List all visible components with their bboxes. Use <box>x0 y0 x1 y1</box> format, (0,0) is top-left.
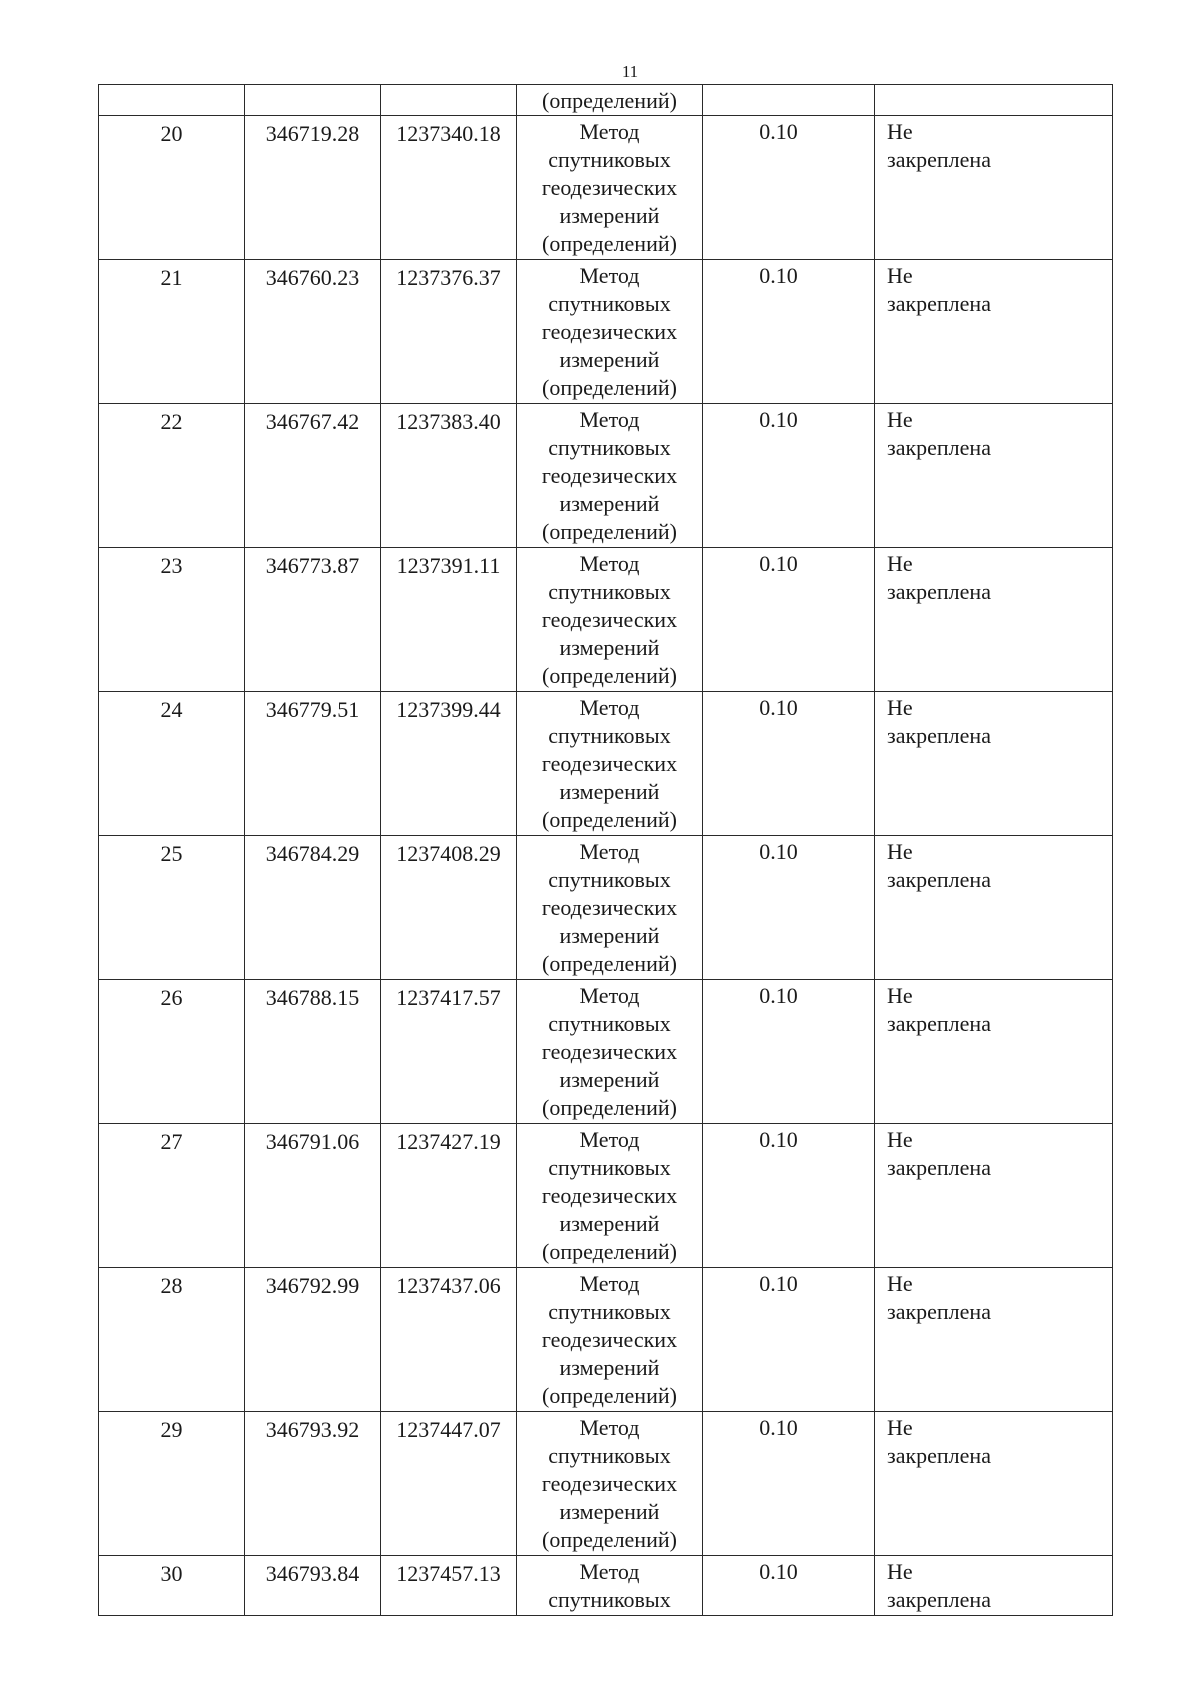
accuracy-cell: 0.10 <box>703 1124 875 1268</box>
point-number-cell: 20 <box>99 116 245 260</box>
table-row <box>99 1268 1113 1412</box>
x-coordinate-cell: 346773.87 <box>245 548 381 692</box>
accuracy-cell: 0.10 <box>703 116 875 260</box>
x-coordinate-cell: 346767.42 <box>245 404 381 548</box>
method-text-line: геодезических <box>541 751 678 776</box>
method-cell <box>517 260 703 404</box>
description-text-line: Не <box>887 263 913 288</box>
x-coordinate-cell: 346760.23 <box>245 260 381 404</box>
coordinates-table <box>98 84 1113 1616</box>
method-text-line: (определений) <box>542 88 677 113</box>
method-text-line: измерений <box>559 347 660 372</box>
table-cell <box>381 85 517 116</box>
method-text-line: (определений) <box>542 1383 677 1408</box>
description-text-line: закреплена <box>887 1587 991 1612</box>
method-text-line: спутниковых <box>548 291 671 316</box>
method-text-line: измерений <box>559 1499 660 1524</box>
method-text-line: спутниковых <box>548 867 671 892</box>
point-number-cell: 30 <box>99 1556 245 1616</box>
table-row <box>99 836 1113 980</box>
method-cell <box>517 836 703 980</box>
accuracy-cell: 0.10 <box>703 1412 875 1556</box>
y-coordinate-cell: 1237457.13 <box>381 1556 517 1616</box>
y-coordinate-cell: 1237437.06 <box>381 1268 517 1412</box>
table-row <box>99 692 1113 836</box>
description-text-line: закреплена <box>887 147 991 172</box>
accuracy-cell: 0.10 <box>703 548 875 692</box>
method-text-line: измерений <box>559 1067 660 1092</box>
method-text-line: измерений <box>559 779 660 804</box>
method-text-line: (определений) <box>542 1095 677 1120</box>
y-coordinate-cell: 1237340.18 <box>381 116 517 260</box>
description-cell <box>875 260 1113 404</box>
method-text-line: спутниковых <box>548 1443 671 1468</box>
x-coordinate-cell: 346788.15 <box>245 980 381 1124</box>
method-text-line: геодезических <box>541 895 678 920</box>
description-text-line: Не <box>887 1415 913 1440</box>
method-text-line: Метод <box>579 551 640 576</box>
method-text-line: геодезических <box>541 607 678 632</box>
method-text-line: геодезических <box>541 175 678 200</box>
method-text-line: Метод <box>579 1271 640 1296</box>
description-cell <box>875 692 1113 836</box>
description-text-line: закреплена <box>887 1155 991 1180</box>
table-row <box>99 548 1113 692</box>
accuracy-cell: 0.10 <box>703 836 875 980</box>
accuracy-cell: 0.10 <box>703 260 875 404</box>
method-text-line: Метод <box>579 1127 640 1152</box>
table-cell <box>703 85 875 116</box>
description-text-line: закреплена <box>887 291 991 316</box>
method-cell <box>517 1124 703 1268</box>
method-text-line: (определений) <box>542 231 677 256</box>
point-number-cell: 21 <box>99 260 245 404</box>
description-text-line: закреплена <box>887 579 991 604</box>
description-text-line: Не <box>887 407 913 432</box>
description-text-line: Не <box>887 983 913 1008</box>
table-cell <box>245 85 381 116</box>
description-cell <box>875 404 1113 548</box>
description-cell <box>875 1412 1113 1556</box>
method-text-line: измерений <box>559 203 660 228</box>
method-cell <box>517 692 703 836</box>
y-coordinate-cell: 1237427.19 <box>381 1124 517 1268</box>
x-coordinate-cell: 346792.99 <box>245 1268 381 1412</box>
method-text-line: (определений) <box>542 375 677 400</box>
table-row <box>99 1556 1113 1616</box>
table-row <box>99 404 1113 548</box>
page-number: 11 <box>621 62 639 81</box>
table-row <box>99 1124 1113 1268</box>
method-cell <box>517 85 703 116</box>
table-cell <box>875 85 1113 116</box>
point-number-cell: 26 <box>99 980 245 1124</box>
description-text-line: закреплена <box>887 723 991 748</box>
description-text-line: закреплена <box>887 1299 991 1324</box>
method-text-line: спутниковых <box>548 147 671 172</box>
y-coordinate-cell: 1237391.11 <box>381 548 517 692</box>
description-text-line: закреплена <box>887 435 991 460</box>
x-coordinate-cell: 346793.92 <box>245 1412 381 1556</box>
description-cell <box>875 116 1113 260</box>
table-row <box>99 980 1113 1124</box>
method-text-line: геодезических <box>541 1183 678 1208</box>
y-coordinate-cell: 1237383.40 <box>381 404 517 548</box>
description-cell <box>875 836 1113 980</box>
point-number-cell: 24 <box>99 692 245 836</box>
method-text-line: измерений <box>559 491 660 516</box>
description-cell <box>875 980 1113 1124</box>
table-row <box>99 116 1113 260</box>
description-cell <box>875 548 1113 692</box>
y-coordinate-cell: 1237399.44 <box>381 692 517 836</box>
method-cell <box>517 1556 703 1616</box>
description-text-line: Не <box>887 119 913 144</box>
description-cell <box>875 1268 1113 1412</box>
method-text-line: геодезических <box>541 319 678 344</box>
method-text-line: измерений <box>559 1211 660 1236</box>
continued-row <box>99 85 1113 116</box>
method-text-line: геодезических <box>541 463 678 488</box>
description-text-line: закреплена <box>887 867 991 892</box>
accuracy-cell: 0.10 <box>703 980 875 1124</box>
method-cell <box>517 404 703 548</box>
x-coordinate-cell: 346791.06 <box>245 1124 381 1268</box>
method-text-line: Метод <box>579 407 640 432</box>
x-coordinate-cell: 346784.29 <box>245 836 381 980</box>
description-cell <box>875 1124 1113 1268</box>
description-text-line: Не <box>887 1127 913 1152</box>
point-number-cell: 28 <box>99 1268 245 1412</box>
point-number-cell: 25 <box>99 836 245 980</box>
y-coordinate-cell: 1237447.07 <box>381 1412 517 1556</box>
method-text-line: (определений) <box>542 1239 677 1264</box>
method-text-line: измерений <box>559 635 660 660</box>
x-coordinate-cell: 346793.84 <box>245 1556 381 1616</box>
method-text-line: спутниковых <box>548 723 671 748</box>
method-text-line: Метод <box>579 695 640 720</box>
point-number-cell: 29 <box>99 1412 245 1556</box>
method-text-line: (определений) <box>542 1527 677 1552</box>
method-text-line: Метод <box>579 263 640 288</box>
accuracy-cell: 0.10 <box>703 1268 875 1412</box>
method-cell <box>517 1268 703 1412</box>
method-text-line: Метод <box>579 119 640 144</box>
method-text-line: спутниковых <box>548 1299 671 1324</box>
accuracy-cell: 0.10 <box>703 404 875 548</box>
description-text-line: Не <box>887 695 913 720</box>
y-coordinate-cell: 1237417.57 <box>381 980 517 1124</box>
method-text-line: спутниковых <box>548 1155 671 1180</box>
method-text-line: геодезических <box>541 1327 678 1352</box>
point-number-cell: 22 <box>99 404 245 548</box>
method-text-line: (определений) <box>542 519 677 544</box>
method-text-line: Метод <box>579 983 640 1008</box>
point-number-cell: 27 <box>99 1124 245 1268</box>
method-text-line: геодезических <box>541 1039 678 1064</box>
method-text-line: спутниковых <box>548 1587 671 1612</box>
method-cell <box>517 980 703 1124</box>
method-text-line: (определений) <box>542 807 677 832</box>
y-coordinate-cell: 1237376.37 <box>381 260 517 404</box>
accuracy-cell: 0.10 <box>703 692 875 836</box>
method-text-line: (определений) <box>542 663 677 688</box>
description-text-line: Не <box>887 551 913 576</box>
description-text-line: Не <box>887 1559 913 1584</box>
description-text-line: Не <box>887 839 913 864</box>
y-coordinate-cell: 1237408.29 <box>381 836 517 980</box>
point-number-cell: 23 <box>99 548 245 692</box>
method-text-line: Метод <box>579 839 640 864</box>
description-text-line: закреплена <box>887 1011 991 1036</box>
table-row <box>99 1412 1113 1556</box>
x-coordinate-cell: 346719.28 <box>245 116 381 260</box>
table-row <box>99 260 1113 404</box>
method-cell <box>517 1412 703 1556</box>
method-text-line: спутниковых <box>548 579 671 604</box>
method-cell <box>517 116 703 260</box>
description-cell <box>875 1556 1113 1616</box>
method-text-line: Метод <box>579 1559 640 1584</box>
x-coordinate-cell: 346779.51 <box>245 692 381 836</box>
method-text-line: (определений) <box>542 951 677 976</box>
method-text-line: геодезических <box>541 1471 678 1496</box>
method-text-line: спутниковых <box>548 1011 671 1036</box>
method-text-line: измерений <box>559 923 660 948</box>
accuracy-cell: 0.10 <box>703 1556 875 1616</box>
description-text-line: Не <box>887 1271 913 1296</box>
method-text-line: Метод <box>579 1415 640 1440</box>
method-text-line: измерений <box>559 1355 660 1380</box>
method-cell <box>517 548 703 692</box>
description-text-line: закреплена <box>887 1443 991 1468</box>
table-cell <box>99 85 245 116</box>
method-text-line: спутниковых <box>548 435 671 460</box>
